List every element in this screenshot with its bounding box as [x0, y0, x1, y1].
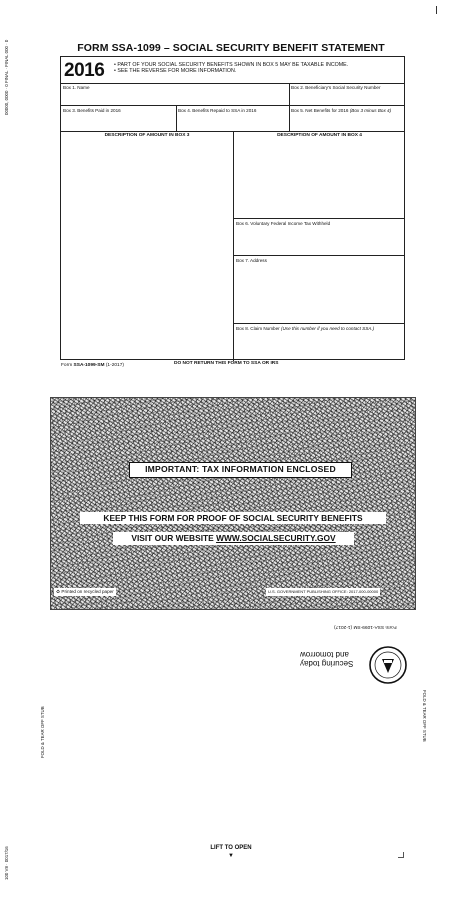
form-number-code: SSA-1099-SM	[73, 363, 105, 368]
box1-name-label: Box 1. Name	[63, 85, 90, 90]
security-pattern-panel	[50, 397, 416, 610]
box5-label-note: (Box 3 minus Box 4)	[349, 108, 392, 113]
col-divider	[289, 83, 290, 105]
box4-repaid-label: Box 4. Benefits Repaid to SSA in 2016	[178, 108, 257, 113]
slogan-line-2: and tomorrow	[300, 650, 349, 659]
crop-mark	[398, 852, 404, 858]
gpo-notice: U.S. GOVERNMENT PUBLISHING OFFICE: 2017-000-00000	[268, 589, 379, 594]
row-divider	[233, 323, 404, 324]
desc-box3-header: DESCRIPTION OF AMOUNT IN BOX 3	[104, 133, 190, 138]
agency-slogan	[300, 650, 364, 668]
form-number-prefix: Form	[61, 363, 73, 368]
box7-address-label: Box 7. Address	[236, 258, 267, 263]
col-divider	[176, 105, 177, 131]
printed-recycled	[54, 588, 116, 596]
do-not-return-notice: DO NOT RETURN THIS FORM TO SSA OR IRS	[174, 361, 279, 366]
margin-code-bottom: 100 V8 · 0017/16	[4, 846, 9, 880]
row-divider	[233, 218, 404, 219]
box8-claim-label	[236, 326, 374, 331]
arrow-down-icon: ▼	[228, 853, 234, 859]
col-divider	[289, 105, 290, 131]
website-link[interactable]: WWW.SOCIALSECURITY.GOV	[216, 533, 336, 543]
crop-mark	[436, 6, 437, 14]
keep-form-notice: KEEP THIS FORM FOR PROOF OF SOCIAL SECURITY BENEFITS	[80, 512, 386, 524]
important-banner: IMPORTANT: TAX INFORMATION ENCLOSED	[129, 462, 352, 478]
row-divider	[233, 255, 404, 256]
website-notice	[113, 532, 354, 545]
box8-label-text: Box 8. Claim Number	[236, 326, 280, 331]
box2-ssn-label: Box 2. Beneficiary's Social Security Number	[291, 85, 381, 90]
margin-code-top: 00000, 0000 · 0 FINAL · FINAL 000 · 0	[4, 39, 9, 115]
ssa-seal-icon	[368, 645, 408, 685]
recycle-icon: ♻	[56, 589, 61, 594]
tax-year: 2016	[64, 60, 105, 81]
ssa-1099-form	[60, 56, 405, 360]
visit-prefix: VISIT OUR WEBSITE	[131, 533, 214, 543]
taxable-note: • PART OF YOUR SOCIAL SECURITY BENEFITS SHOWN IN BOX 5 MAY BE TAXABLE INCOME.	[114, 62, 349, 68]
stub-form-number: Form SSA-1099-SM (1-2017)	[334, 624, 397, 629]
lift-to-open-label[interactable]: LIFT TO OPEN	[210, 845, 252, 851]
col-divider	[233, 131, 234, 361]
box5-label-text: Box 5. Net Benefits for 2016	[291, 108, 349, 113]
desc-box4-header: DESCRIPTION OF AMOUNT IN BOX 4	[277, 133, 362, 138]
box3-paid-label: Box 3. Benefits Paid in 2016	[63, 108, 121, 113]
box5-net-label	[291, 108, 391, 113]
row-divider	[61, 83, 404, 84]
box6-withheld-label: Box 6. Voluntary Federal Income Tax Withheld	[236, 221, 331, 226]
reverse-note: • SEE THE REVERSE FOR MORE INFORMATION.	[114, 68, 237, 74]
form-title: FORM SSA-1099 – SOCIAL SECURITY BENEFIT STATEMENT	[77, 42, 385, 54]
form-number	[61, 363, 124, 368]
printed-recycled-text: Printed on recycled paper	[61, 589, 114, 594]
fold-tear-label-left: FOLD & TEAR OFF STUB	[40, 706, 45, 758]
fold-tear-label-right: FOLD & TEAR OFF STUB	[422, 690, 427, 742]
slogan-line-1: Securing today	[300, 659, 354, 668]
form-revision: (1-2017)	[105, 363, 124, 368]
box8-label-note: (Use this number if you need to contact SSA.)	[280, 326, 375, 331]
row-divider	[61, 105, 404, 106]
